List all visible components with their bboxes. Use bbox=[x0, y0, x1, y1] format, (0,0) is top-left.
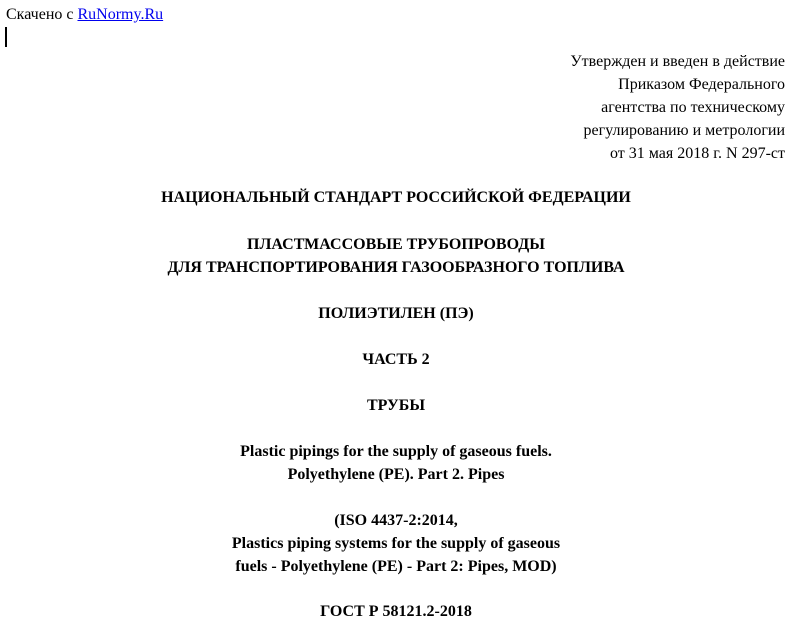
english-title-line: Polyethylene (PE). Part 2. Pipes bbox=[287, 466, 505, 483]
part-heading bbox=[0, 348, 792, 371]
material: ПОЛИЭТИЛЕН (ПЭ) bbox=[318, 305, 474, 322]
subject: ТРУБЫ bbox=[366, 397, 426, 414]
approval-block bbox=[570, 50, 785, 165]
iso-reference-line: fuels - Polyethylene (PE) - Part 2: Pipes, MOD) bbox=[235, 558, 557, 575]
title-line: ДЛЯ ТРАНСПОРТИРОВАНИЯ ГАЗООБРАЗНОГО ТОПЛИВА bbox=[167, 259, 625, 276]
source-link[interactable]: RuNormy.Ru bbox=[77, 6, 164, 23]
iso-reference-line: (ISO 4437-2:2014, bbox=[334, 512, 458, 529]
title-line: ПЛАСТМАССОВЫЕ ТРУБОПРОВОДЫ bbox=[247, 236, 545, 253]
iso-reference-line: Plastics piping systems for the supply of gaseous bbox=[231, 535, 561, 552]
designation: ГОСТ Р 58121.2-2018 bbox=[320, 603, 472, 620]
material-heading bbox=[0, 302, 792, 325]
approval-line: регулированию и метрологии bbox=[583, 122, 785, 139]
part: ЧАСТЬ 2 bbox=[362, 351, 430, 368]
standard-type-heading bbox=[0, 186, 792, 209]
approval-line: от 31 мая 2018 г. N 297-ст bbox=[610, 145, 785, 162]
approval-line: Утвержден и введен в действие bbox=[570, 53, 785, 70]
text-cursor bbox=[5, 27, 7, 47]
designation-heading bbox=[0, 600, 792, 623]
download-source-line bbox=[6, 5, 163, 24]
approval-line: агентства по техническому bbox=[601, 99, 785, 116]
english-title bbox=[0, 440, 792, 486]
subject-heading bbox=[0, 394, 792, 417]
standard-type: НАЦИОНАЛЬНЫЙ СТАНДАРТ РОССИЙСКОЙ ФЕДЕРАЦИИ bbox=[161, 189, 631, 206]
approval-line: Приказом Федерального bbox=[618, 76, 785, 93]
document-title bbox=[0, 233, 792, 279]
download-prefix: Скачено с bbox=[6, 6, 78, 23]
iso-reference bbox=[0, 509, 792, 578]
english-title-line: Plastic pipings for the supply of gaseous fuels. bbox=[240, 443, 552, 460]
